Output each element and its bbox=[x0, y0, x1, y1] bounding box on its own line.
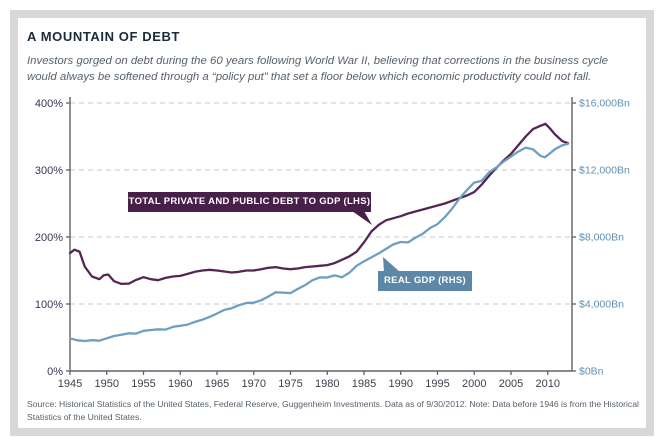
x-axis-tick-label: 1975 bbox=[278, 378, 303, 390]
right-axis-tick-label: $4,000Bn bbox=[579, 298, 624, 311]
right-axis-tick-label: $0Bn bbox=[579, 365, 604, 378]
left-axis-tick-label: 400% bbox=[34, 98, 63, 110]
right-axis-tick-label: $8,000Bn bbox=[579, 231, 624, 244]
x-axis-tick-label: 1990 bbox=[388, 378, 413, 390]
chart-subtitle bbox=[27, 54, 637, 85]
subtitle-line-2: would always be softened through a “policy put” that set a floor below which economic productivity could not fall. bbox=[27, 70, 592, 83]
debt-label-pointer bbox=[352, 211, 372, 225]
gdp-series-label: REAL GDP (RHS) bbox=[378, 271, 472, 291]
left-axis-tick-label: 200% bbox=[34, 232, 63, 244]
x-axis-tick-label: 1980 bbox=[315, 378, 340, 390]
panel-frame bbox=[10, 10, 654, 436]
debt-gdp-chart bbox=[18, 95, 646, 395]
x-axis-tick-label: 2000 bbox=[462, 378, 487, 390]
subtitle-line-1: Investors gorged on debt during the 60 years following World War II, believing that corrections in the business cycle bbox=[27, 55, 609, 67]
left-axis-tick-label: 100% bbox=[34, 299, 63, 311]
x-axis-tick-label: 1970 bbox=[241, 378, 266, 390]
x-axis-tick-label: 2010 bbox=[535, 378, 560, 390]
right-axis-tick-label: $16,000Bn bbox=[579, 97, 630, 110]
debt-series-label: TOTAL PRIVATE AND PUBLIC DEBT TO GDP (LHS) bbox=[128, 192, 371, 212]
left-axis-tick-label: 300% bbox=[34, 165, 63, 177]
left-axis-tick-label: 0% bbox=[47, 366, 63, 378]
x-axis-tick-label: 1965 bbox=[204, 378, 230, 390]
x-axis-tick-label: 1995 bbox=[425, 378, 450, 390]
source-line-1: Source: Historical Statistics of the United States, Federal Reserve, Guggenheim Investments. Data as of 9/30/2012. Note: Data before 1946 is from the Historical bbox=[27, 399, 639, 409]
x-axis-tick-label: 1960 bbox=[168, 378, 193, 390]
x-axis-tick-label: 1950 bbox=[94, 378, 119, 390]
gdp-label-pointer bbox=[383, 257, 400, 272]
chart-card bbox=[18, 18, 646, 428]
x-axis-tick-label: 1955 bbox=[131, 378, 156, 390]
x-axis-tick-label: 1985 bbox=[351, 378, 377, 390]
x-axis-tick-label: 1945 bbox=[57, 378, 83, 390]
x-axis-tick-label: 2005 bbox=[498, 378, 524, 390]
source-note bbox=[27, 398, 639, 423]
gdp-line bbox=[70, 144, 568, 341]
chart-title: A MOUNTAIN OF DEBT bbox=[27, 29, 181, 44]
right-axis-tick-label: $12,000Bn bbox=[579, 164, 630, 177]
source-line-2: Statistics of the United States. bbox=[27, 411, 142, 422]
